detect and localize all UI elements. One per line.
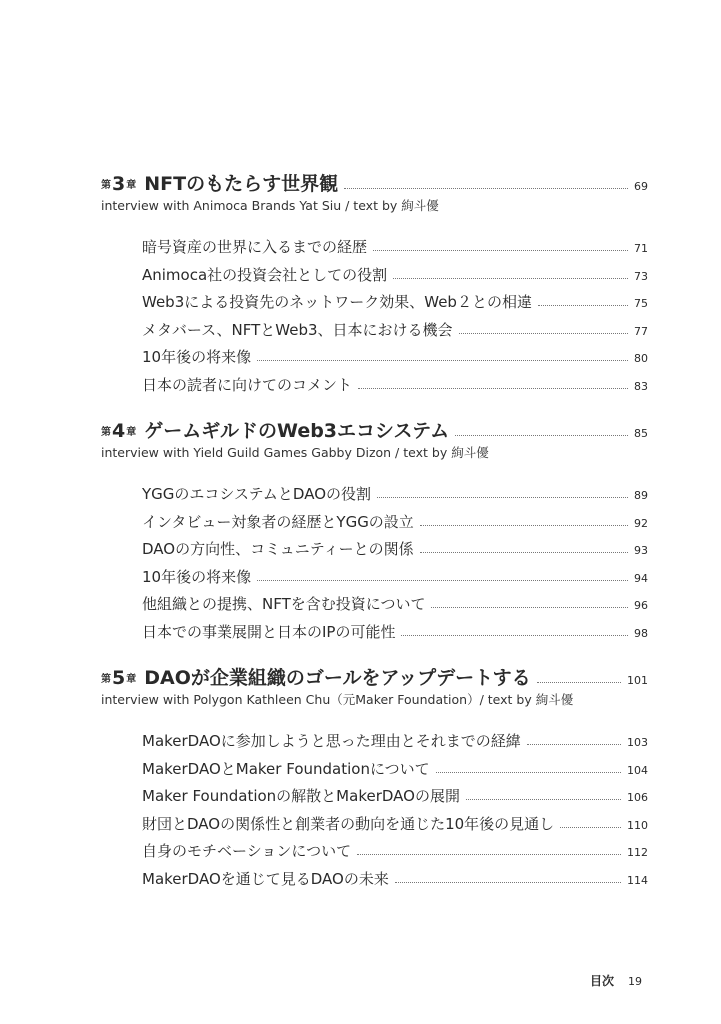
dot-leader bbox=[436, 772, 621, 773]
chapter-prefix: 第 bbox=[101, 674, 111, 685]
entry-title: Animoca社の投資会社としての役割 bbox=[142, 265, 388, 284]
entry-title: メタバース、NFTとWeb3、日本における機会 bbox=[142, 320, 453, 339]
dot-leader bbox=[401, 635, 628, 636]
entry-title: Maker Foundationの解散とMakerDAOの展開 bbox=[142, 787, 460, 805]
toc-entry bbox=[142, 837, 648, 865]
entry-title: 10年後の将来像 bbox=[142, 567, 252, 586]
toc-entry bbox=[142, 727, 648, 755]
entry-page-number: 106 bbox=[627, 791, 648, 804]
chapter-title: ゲームギルドのWeb3エコシステム bbox=[144, 420, 450, 442]
dot-leader bbox=[373, 250, 628, 251]
chapter-label bbox=[101, 669, 136, 689]
chapter-heading bbox=[101, 167, 648, 195]
dot-leader bbox=[560, 827, 621, 828]
dot-leader bbox=[420, 525, 628, 526]
toc-entry bbox=[142, 562, 648, 590]
toc-entry bbox=[142, 617, 648, 645]
toc-entry bbox=[142, 315, 648, 343]
toc-entry bbox=[142, 809, 648, 837]
section-list bbox=[142, 233, 648, 398]
dot-leader bbox=[466, 799, 621, 800]
chapter-heading bbox=[101, 414, 648, 442]
entry-page-number: 92 bbox=[634, 516, 648, 530]
chapter-page-number: 85 bbox=[634, 427, 648, 440]
entry-page-number: 83 bbox=[634, 379, 648, 393]
chapter-3 bbox=[101, 167, 648, 398]
entry-page-number: 104 bbox=[627, 763, 648, 777]
entry-title: MakerDAOとMaker Foundationについて bbox=[142, 759, 430, 778]
entry-title: Web3による投資先のネットワーク効果、Web２との相違 bbox=[142, 293, 532, 311]
entry-title: YGGのエコシステムとDAOの役割 bbox=[142, 485, 372, 503]
dot-leader bbox=[358, 388, 628, 389]
chapter-prefix: 第 bbox=[101, 427, 111, 438]
dot-leader bbox=[395, 882, 621, 883]
entry-title: インタビュー対象者の経歴とYGGの設立 bbox=[142, 512, 414, 531]
chapter-heading bbox=[101, 661, 648, 689]
entry-title: MakerDAOを通じて見るDAOの未来 bbox=[142, 869, 389, 888]
dot-leader bbox=[357, 854, 621, 855]
entry-title: 自身のモチベーションについて bbox=[142, 842, 352, 860]
toc-entry bbox=[142, 480, 648, 508]
entry-title: 日本の読者に向けてのコメント bbox=[142, 375, 353, 394]
entry-page-number: 112 bbox=[627, 846, 648, 859]
chapter-page-number: 69 bbox=[634, 180, 648, 193]
footer-section-label: 目次 bbox=[590, 974, 615, 988]
entry-page-number: 75 bbox=[634, 297, 648, 310]
toc-entry bbox=[142, 535, 648, 563]
toc-entry bbox=[142, 507, 648, 535]
toc-entry bbox=[142, 864, 648, 892]
chapter-number: 3 bbox=[112, 173, 126, 195]
entry-page-number: 89 bbox=[634, 489, 648, 502]
entry-page-number: 110 bbox=[627, 818, 648, 832]
entry-title: 暗号資産の世界に入るまでの経歴 bbox=[142, 238, 368, 256]
dot-leader bbox=[344, 188, 628, 189]
entry-title: MakerDAOに参加しようと思った理由とそれまでの経緯 bbox=[142, 732, 521, 750]
entry-title: 日本での事業展開と日本のIPの可能性 bbox=[142, 622, 396, 641]
chapter-number: 5 bbox=[112, 667, 126, 689]
toc-entry bbox=[142, 754, 648, 782]
entry-page-number: 114 bbox=[627, 873, 648, 887]
entry-page-number: 71 bbox=[634, 242, 648, 255]
entry-page-number: 73 bbox=[634, 269, 648, 283]
interview-credit: interview with Polygon Kathleen Chu（元Maker Foundation）/ text by 絢斗優 bbox=[101, 692, 574, 707]
dot-leader bbox=[257, 580, 628, 581]
chapter-suffix: 章 bbox=[126, 674, 137, 685]
dot-leader bbox=[257, 360, 628, 361]
chapter-label bbox=[101, 422, 136, 442]
dot-leader bbox=[537, 682, 621, 683]
entry-page-number: 94 bbox=[634, 571, 648, 585]
chapter-prefix: 第 bbox=[101, 180, 111, 191]
chapter-label bbox=[101, 175, 136, 195]
chapter-title: DAOが企業組織のゴールをアップデートする bbox=[144, 667, 531, 689]
chapter-5 bbox=[101, 661, 648, 892]
dot-leader bbox=[527, 744, 621, 745]
dot-leader bbox=[393, 278, 628, 279]
section-list bbox=[142, 727, 648, 892]
entry-page-number: 93 bbox=[634, 544, 648, 557]
entry-page-number: 80 bbox=[634, 352, 648, 365]
entry-page-number: 96 bbox=[634, 599, 648, 612]
entry-page-number: 77 bbox=[634, 324, 648, 338]
chapter-page-number: 101 bbox=[627, 674, 648, 687]
entry-page-number: 98 bbox=[634, 626, 648, 640]
interview-credit: interview with Animoca Brands Yat Siu / text by 絢斗優 bbox=[101, 198, 439, 213]
toc-entry bbox=[142, 782, 648, 810]
chapter-suffix: 章 bbox=[126, 180, 137, 191]
toc-entry bbox=[142, 370, 648, 398]
entry-page-number: 103 bbox=[627, 736, 648, 749]
toc-entry bbox=[142, 288, 648, 316]
entry-title: DAOの方向性、コミュニティーとの関係 bbox=[142, 540, 414, 558]
toc-entry bbox=[142, 260, 648, 288]
dot-leader bbox=[459, 333, 628, 334]
dot-leader bbox=[431, 607, 628, 608]
dot-leader bbox=[538, 305, 628, 306]
chapter-title: NFTのもたらす世界観 bbox=[144, 173, 339, 195]
entry-title: 他組織との提携、NFTを含む投資について bbox=[142, 595, 426, 613]
dot-leader bbox=[420, 552, 628, 553]
toc-entry bbox=[142, 590, 648, 618]
section-list bbox=[142, 480, 648, 645]
page-footer bbox=[590, 972, 642, 989]
chapter-4 bbox=[101, 414, 648, 645]
entry-title: 10年後の将来像 bbox=[142, 348, 252, 366]
toc-entry bbox=[142, 233, 648, 261]
dot-leader bbox=[455, 435, 628, 436]
footer-page-number: 19 bbox=[628, 975, 643, 988]
chapter-number: 4 bbox=[112, 420, 126, 442]
chapter-suffix: 章 bbox=[126, 427, 137, 438]
entry-title: 財団とDAOの関係性と創業者の動向を通じた10年後の見通し bbox=[142, 814, 555, 833]
interview-credit: interview with Yield Guild Games Gabby Dizon / text by 絢斗優 bbox=[101, 445, 489, 460]
toc-entry bbox=[142, 343, 648, 371]
dot-leader bbox=[377, 497, 628, 498]
